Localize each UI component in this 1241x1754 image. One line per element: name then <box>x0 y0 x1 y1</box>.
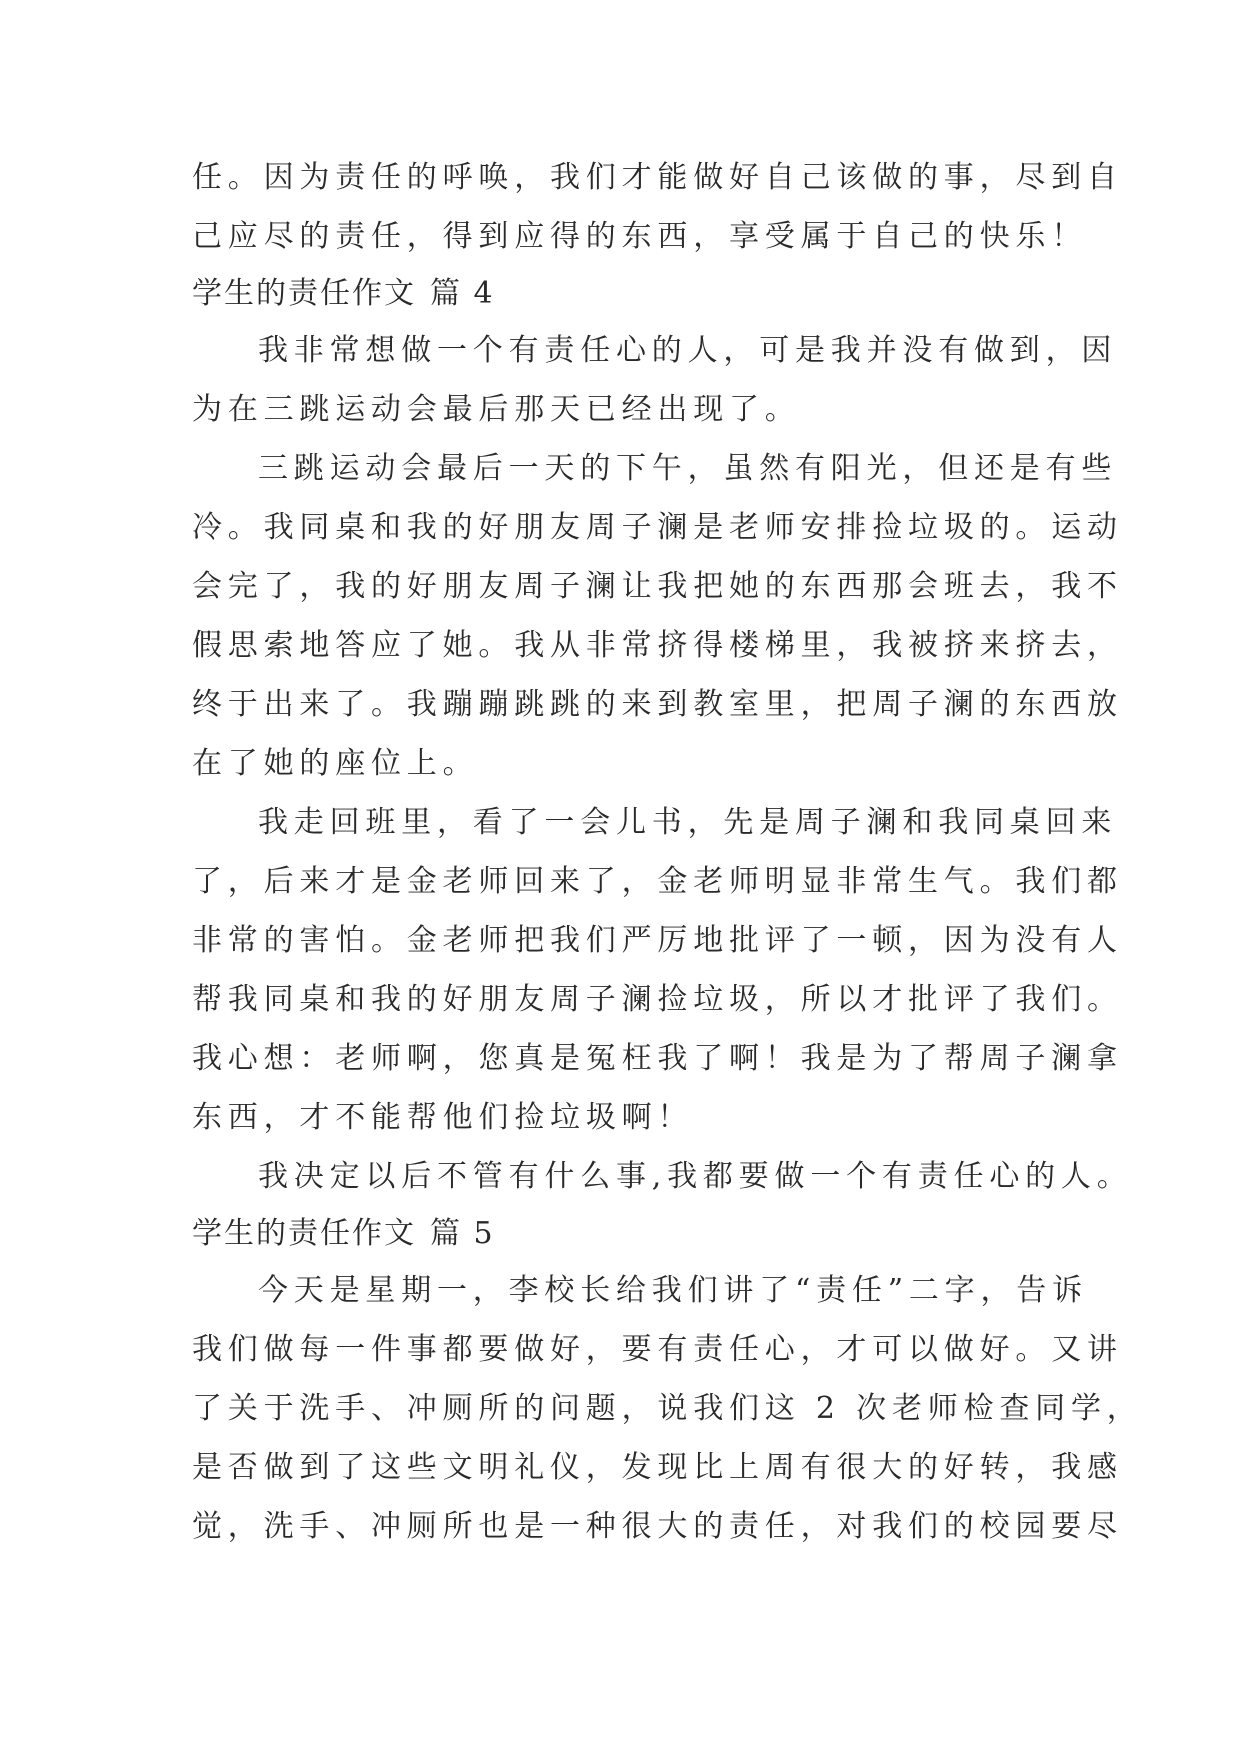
text-line: 帮我同桌和我的好朋友周子澜捡垃圾，所以才批评了我们。 <box>192 982 1123 1017</box>
text-line: 在了她的座位上。 <box>192 746 479 781</box>
text-line: 觉，洗手、冲厕所也是一种很大的责任，对我们的校园要尽 <box>192 1509 1123 1544</box>
paragraph-continued <box>192 148 1123 266</box>
text-line: 我走回班里，看了一会儿书，先是周子澜和我同桌回来 <box>258 805 1118 840</box>
paragraph <box>192 1261 1143 1556</box>
text-line: 东西，才不能帮他们捡垃圾啊！ <box>192 1100 694 1135</box>
paragraph <box>192 793 1123 1147</box>
document-page <box>192 148 1143 1556</box>
section-heading-number: 篇 5 <box>430 1216 495 1251</box>
section-heading-title: 学生的责任作文 <box>192 1216 416 1251</box>
text-line: 是否做到了这些文明礼仪，发现比上周有很大的好转，我感 <box>192 1450 1123 1485</box>
text-line: 非常的害怕。金老师把我们严厉地批评了一顿，因为没有人 <box>192 923 1123 958</box>
text-line: 今天是星期一，李校长给我们讲了“责任”二字，告诉 <box>258 1273 1088 1308</box>
text-line: 终于出来了。我蹦蹦跳跳的来到教室里，把周子澜的东西放 <box>192 687 1123 722</box>
text-line: 了关于洗手、冲厕所的问题，说我们这 2 次老师检查同学， <box>192 1391 1143 1426</box>
text-line: 我心想：老师啊，您真是冤枉我了啊！我是为了帮周子澜拿 <box>192 1041 1123 1076</box>
text-line: 任。因为责任的呼唤，我们才能做好自己该做的事，尽到自 <box>192 160 1123 195</box>
text-line: 我非常想做一个有责任心的人，可是我并没有做到，因 <box>258 333 1118 368</box>
section-heading-4 <box>192 266 1052 321</box>
text-line: 己应尽的责任，得到应得的东西，享受属于自己的快乐！ <box>192 219 1087 254</box>
text-line: 假思索地答应了她。我从非常挤得楼梯里，我被挤来挤去， <box>192 628 1123 663</box>
paragraph <box>192 1147 1133 1206</box>
section-heading-number: 篇 4 <box>430 276 495 311</box>
text-line: 为在三跳运动会最后那天已经出现了。 <box>192 392 801 427</box>
text-line: 了，后来才是金老师回来了，金老师明显非常生气。我们都 <box>192 864 1123 899</box>
paragraph <box>192 439 1123 793</box>
text-line: 冷。我同桌和我的好朋友周子澜是老师安排捡垃圾的。运动 <box>192 510 1123 545</box>
text-line: 三跳运动会最后一天的下午，虽然有阳光，但还是有些 <box>258 451 1118 486</box>
text-line: 我们做每一件事都要做好，要有责任心，才可以做好。又讲 <box>192 1332 1123 1367</box>
section-heading-title: 学生的责任作文 <box>192 276 416 311</box>
text-line: 我决定以后不管有什么事,我都要做一个有责任心的人。 <box>258 1159 1133 1194</box>
text-line: 会完了，我的好朋友周子澜让我把她的东西那会班去，我不 <box>192 569 1123 604</box>
paragraph <box>192 321 1118 439</box>
section-heading-5 <box>192 1206 1052 1261</box>
